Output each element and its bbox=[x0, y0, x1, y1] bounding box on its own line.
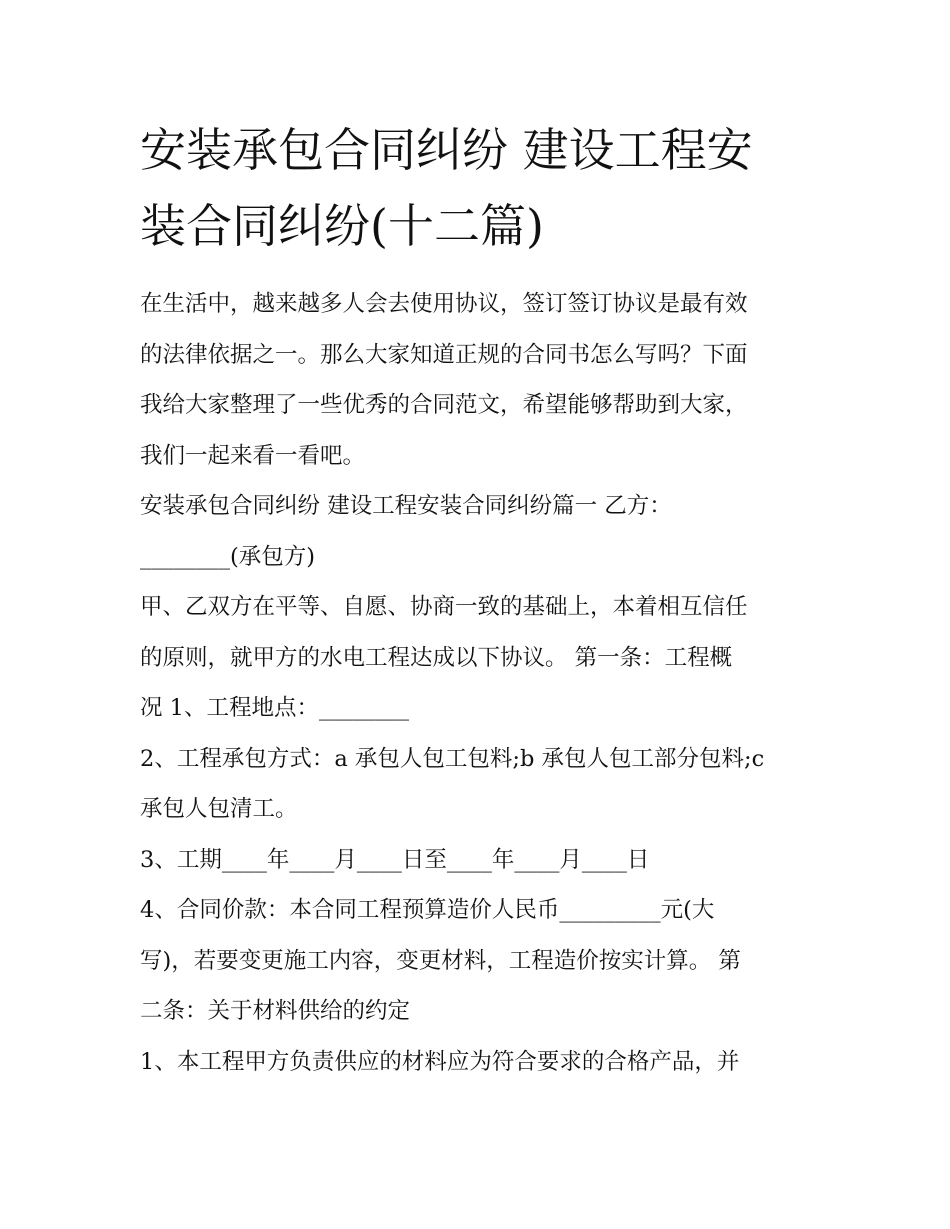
section-heading-line: 安装承包合同纠纷 建设工程安装合同纠纷篇一 乙方： bbox=[140, 493, 672, 519]
body-line: 承包人包清工。 bbox=[140, 796, 298, 822]
party-blank-line: ________(承包方) bbox=[140, 543, 316, 570]
body-line: 写)，若要变更施工内容，变更材料，工程造价按实计算。 第 bbox=[140, 947, 741, 974]
body-line: 我们一起来看一看吧。 bbox=[140, 442, 366, 469]
body-line: 甲、乙双方在平等、自愿、协商一致的基础上，本着相互信任 bbox=[140, 594, 748, 620]
body-line: 4、合同价款：本合同工程预算造价人民币_________元(大 bbox=[140, 897, 715, 923]
title-line-2: 装合同纠纷(十二篇) bbox=[140, 199, 544, 253]
body-line: 况 1、工程地点：________ bbox=[140, 695, 409, 721]
body-line: 1、本工程甲方负责供应的材料应为符合要求的合格产品，并 bbox=[140, 1048, 740, 1075]
body-line: 2、工程承包方式：a 承包人包工包料;b 承包人包工部分包料;c bbox=[140, 745, 765, 772]
body-line: 3、工期____年____月____日至____年____月____日 bbox=[140, 846, 650, 873]
body-line: 我给大家整理了一些优秀的合同范文，希望能够帮助到大家， bbox=[140, 392, 748, 418]
body-line: 的原则，就甲方的水电工程达成以下协议。 第一条：工程概 bbox=[140, 644, 733, 671]
body-line: 的法律依据之一。那么大家知道正规的合同书怎么写吗？下面 bbox=[140, 341, 748, 368]
document-body bbox=[140, 279, 820, 1087]
document-title bbox=[140, 112, 840, 264]
body-line: 在生活中，越来越多人会去使用协议，签订签订协议是最有效 bbox=[140, 291, 748, 317]
title-line-1: 安装承包合同纠纷 建设工程安 bbox=[140, 123, 753, 177]
body-line: 二条：关于材料供给的约定 bbox=[140, 998, 411, 1024]
